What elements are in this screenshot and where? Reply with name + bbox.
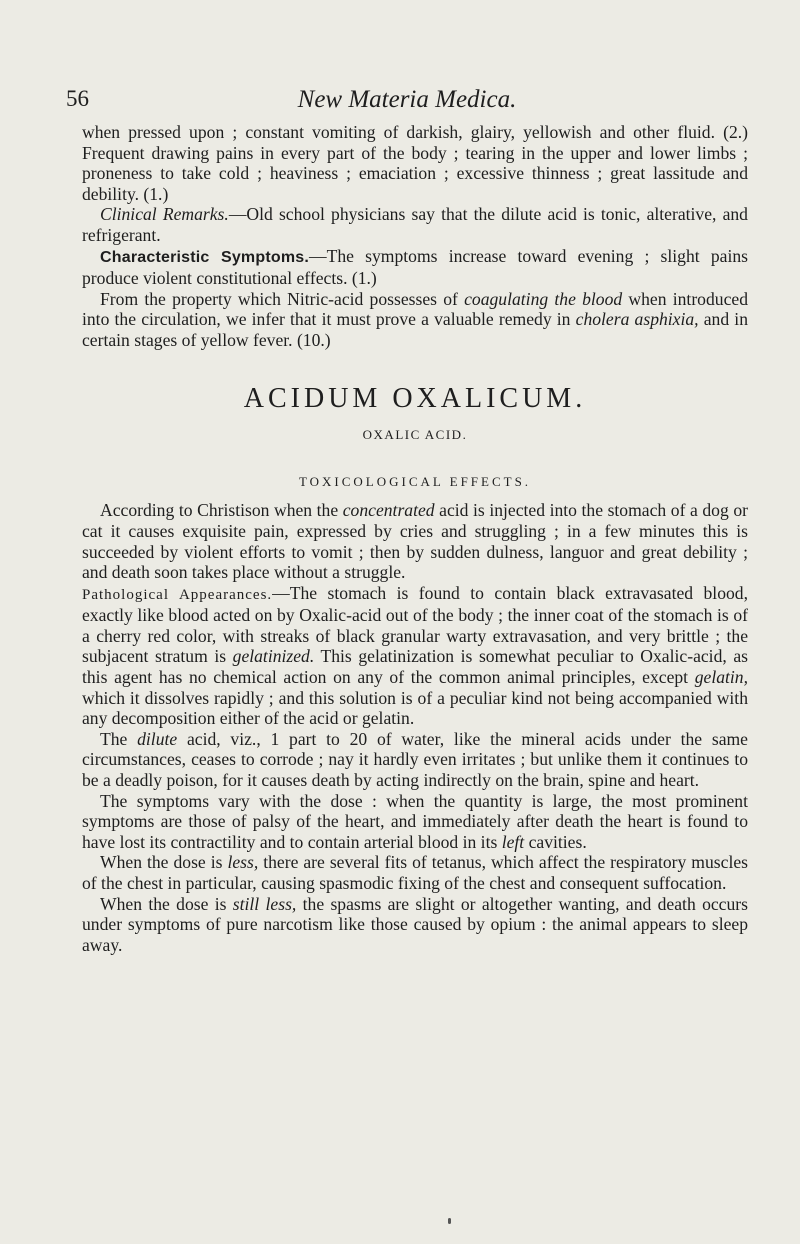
paragraph-nitric-acid-property [82, 289, 748, 351]
text-run: The [100, 728, 138, 749]
clinical-remarks-text: —Old school physicians say that the dilute acid is tonic, alterative, and refrigerant. [82, 204, 748, 245]
text-run: when introduced into the circulation, we infer that it must prove a valuable remedy in [82, 288, 748, 330]
subsection-heading: TOXICOLOGICAL EFFECTS. [298, 473, 532, 489]
section-title: ACIDUM OXALICUM. [243, 382, 587, 414]
text-run: which it dissolves rapidly ; and this solution is of a peculiar kind not being accompanied with any decomposition either of the acid or gelatin. [82, 687, 748, 729]
text-run: acid, viz., 1 part to 20 of water, like the mineral acids under the same circumstances, ceases to corrode ; nay it hardly even irritates ; but unlike them it continues to be a deadly poison, for it causes death by acting indirectly on the brain, spine and heart. [82, 728, 748, 791]
text-run: The symptoms vary with the dose : when the quantity is large, the most prominent symptoms are those of palsy of the heart, and immediately after death the heart is found to have lost its contractility and to contain arterial blood in its [82, 790, 748, 852]
italic-run: left [501, 831, 525, 852]
text-run: and in certain stages of yellow fever. (10.) [82, 309, 748, 350]
paragraph-symptoms-vary [82, 791, 748, 853]
italic-run: gelatinized. [232, 646, 315, 667]
characteristic-symptoms-label: Characteristic Symptoms. [100, 248, 310, 266]
characteristic-symptoms-text: —The symptoms increase toward evening ; slight pains produce violent constitutional effects. (1.) [82, 245, 748, 289]
section-subtitle: OXALIC ACID. [362, 427, 468, 443]
running-title: New Materia Medica. [297, 86, 517, 113]
text-run: —The stomach is found to contain black extravasated blood, exactly like blood acted on by Oxalic-acid out of the body ; the inner coat of the stomach is of a cherry red color, with streaks of black granular warty extravasation, and very brittle ; the subjacent stratum is [82, 582, 748, 667]
text-run: the spasms are slight or altogether wanting, and death occurs under symptoms of pure narcotism like those caused by opium : the animal appears to sleep away. [82, 893, 748, 955]
paragraph-characteristic-symptoms [82, 246, 748, 289]
paragraph-dilute-acid [82, 729, 748, 791]
italic-run: gelatin, [694, 667, 748, 688]
italic-run: still less, [232, 893, 297, 914]
ink-speck [448, 1218, 451, 1224]
page-header [66, 86, 748, 120]
text-run: acid is injected into the stomach of a dog or cat it causes exquisite pain, expressed by cries and struggling ; in a few minutes this is succeeded by violent efforts to vomit ; then by sudden dulness, languor and great debility ; and death soon takes place without a struggle. [82, 500, 748, 583]
paragraph-pathological-appearances [82, 583, 748, 729]
text-run: there are several fits of tetanus, which affect the respiratory muscles of the chest in particular, causing spasmodic fixing of the chest and consequent suffocation. [82, 852, 748, 893]
text-run: This gelatinization is somewhat peculiar to Oxalic-acid, as this agent has no chemical action on any of the common animal principles, except [82, 646, 748, 688]
italic-run: dilute [137, 728, 178, 749]
text-run: When the dose is [100, 893, 233, 914]
paragraph-dose-less [82, 852, 748, 893]
clinical-remarks-label: Clinical Remarks. [100, 204, 229, 225]
page-body [82, 122, 748, 955]
italic-run: less, [227, 852, 259, 873]
text-run: cavities. [524, 831, 587, 852]
paragraph-dose-still-less [82, 894, 748, 956]
italic-run: coagulating the blood [464, 288, 623, 309]
paragraph-clinical-remarks [82, 204, 748, 245]
page-number: 56 [66, 86, 89, 111]
italic-run: concentrated [342, 500, 435, 521]
text-run: From the property which Nitric-acid possesses of [100, 288, 465, 309]
paragraph-christison [82, 500, 748, 582]
text-run: When the dose is [100, 852, 228, 873]
pathological-appearances-label: Pathological Appearances. [82, 586, 273, 603]
text-run: According to Christison when the [100, 500, 343, 521]
italic-run: cholera asphixia, [575, 309, 699, 330]
paragraph-continued: when pressed upon ; constant vomiting of darkish, glairy, yellowish and other fluid. (2.) Frequent drawing pains in every part of the body ; tearing in the upper and lower limbs ; proneness to take cold ; heaviness ; emaciation ; excessive thinness ; great lassitude and debility. (1.) [82, 122, 748, 204]
